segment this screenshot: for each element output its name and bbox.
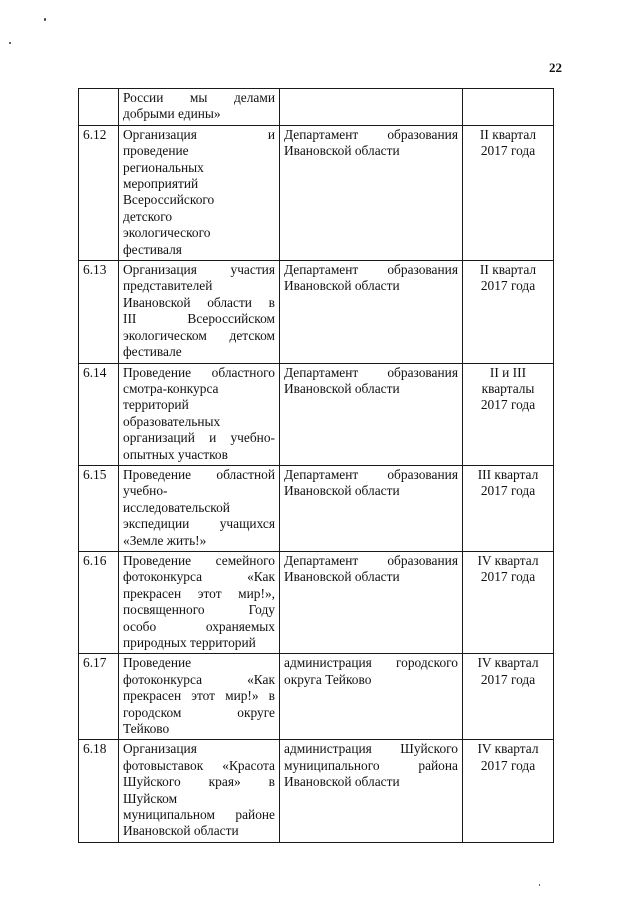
plan-table (78, 88, 554, 843)
event-name-line: фотоконкурса «Как (123, 569, 275, 585)
item-number: 6.16 (79, 551, 119, 653)
event-name-line: фотовыставок «Красота (123, 757, 275, 773)
event-name-line: «Земле жить!» (123, 532, 207, 548)
event-name-line: Ивановской области в (123, 294, 275, 310)
table-row (79, 363, 554, 465)
deadline-line: 2017 года (480, 278, 536, 294)
event-name-line: исследовательской (123, 499, 230, 515)
deadline-line: кварталы (481, 380, 535, 396)
event-name (119, 363, 280, 465)
table-row (79, 125, 554, 260)
event-name-line: образовательных (123, 413, 221, 429)
event-name-line: России мы делами (123, 90, 275, 105)
deadline (463, 261, 554, 363)
event-name-line: особо охраняемых (123, 618, 275, 634)
responsible-org (280, 261, 463, 363)
event-name-line: Тейково (123, 721, 170, 737)
event-name (119, 125, 280, 260)
event-name-line: экологическом детском (123, 327, 275, 343)
event-name-line: организаций и учебно- (123, 430, 275, 446)
deadline (463, 551, 554, 653)
event-name-line: прекрасен этот мир!», (123, 585, 275, 601)
deadline-line: III квартал (477, 466, 539, 482)
responsible-org (280, 465, 463, 551)
deadline-line: 2017 года (480, 143, 536, 159)
deadline-line: 2017 года (480, 569, 536, 585)
responsible-org-line: Ивановской области (284, 774, 400, 790)
table-row (79, 465, 554, 551)
deadline (463, 465, 554, 551)
event-name-line: представителей (123, 278, 213, 294)
event-name-line: городском округе (123, 704, 275, 720)
event-name-line: Организация (123, 741, 197, 757)
scan-speck (44, 18, 46, 21)
event-name-line: фестиваля (123, 241, 182, 257)
event-name-line: Проведение семейного (123, 552, 275, 568)
item-number: 6.17 (79, 654, 119, 740)
event-name-line: экспедиции учащихся (123, 516, 275, 532)
responsible-org (280, 125, 463, 260)
event-name-line: территорий (123, 397, 189, 413)
event-name-line: учебно- (123, 483, 168, 499)
plan-table-body (79, 89, 554, 843)
event-name (119, 261, 280, 363)
item-number: 6.15 (79, 465, 119, 551)
table-row (79, 654, 554, 740)
deadline-line: IV квартал (477, 552, 539, 568)
event-name-line: Организация участия (123, 262, 275, 278)
event-name-line: детского (123, 208, 173, 224)
responsible-org-line: Ивановской области (284, 483, 400, 499)
item-number: 6.12 (79, 125, 119, 260)
event-name-line: региональных (123, 159, 204, 175)
item-number (79, 89, 119, 126)
responsible-org-line: округа Тейково (284, 671, 372, 687)
event-name (119, 465, 280, 551)
responsible-org-line: Ивановской области (284, 380, 400, 396)
responsible-org-line: Ивановской области (284, 278, 400, 294)
item-number: 6.18 (79, 740, 119, 842)
deadline (463, 740, 554, 842)
event-name-line: проведение (123, 143, 189, 159)
table-row (79, 89, 554, 126)
item-number: 6.13 (79, 261, 119, 363)
event-name-line: посвященного Году (123, 602, 275, 618)
deadline-line: 2017 года (480, 483, 536, 499)
deadline-line: 2017 года (480, 397, 536, 413)
deadline-line: IV квартал (477, 741, 539, 757)
page-number: 22 (549, 60, 562, 75)
event-name-line: фестивале (123, 344, 182, 360)
responsible-org-line: Департамент образования (284, 466, 458, 482)
deadline-line: II квартал (479, 262, 537, 278)
responsible-org (280, 740, 463, 842)
responsible-org-line: Департамент образования (284, 262, 458, 278)
deadline-line: IV квартал (477, 655, 539, 671)
responsible-org-line: администрация городского (284, 655, 458, 671)
deadline-line: II и III (489, 364, 527, 380)
event-name (119, 551, 280, 653)
event-name (119, 654, 280, 740)
responsible-org (280, 89, 463, 126)
event-name (119, 89, 280, 126)
table-row (79, 551, 554, 653)
deadline (463, 654, 554, 740)
deadline (463, 89, 554, 126)
item-number: 6.14 (79, 363, 119, 465)
table-row (79, 740, 554, 842)
scan-speck (9, 42, 11, 44)
deadline-line: 2017 года (480, 757, 536, 773)
table-row (79, 261, 554, 363)
event-name-line: муниципальном районе (123, 807, 275, 823)
event-name-line: экологического (123, 225, 211, 241)
responsible-org (280, 654, 463, 740)
responsible-org-line: администрация Шуйского (284, 741, 458, 757)
event-name-line: природных территорий (123, 635, 256, 650)
event-name-line: смотра-конкурса (123, 380, 219, 396)
scan-speck (539, 884, 540, 886)
event-name-line: Всероссийского (123, 192, 215, 208)
responsible-org-line: Ивановской области (284, 143, 400, 159)
event-name-line: Шуйского края» в (123, 774, 275, 790)
event-name-line: добрыми едины» (123, 106, 221, 122)
deadline (463, 125, 554, 260)
event-name-line: Проведение областной (123, 466, 275, 482)
event-name (119, 740, 280, 842)
event-name-line: Ивановской области (123, 823, 239, 839)
event-name-line: Проведение (123, 655, 192, 671)
deadline (463, 363, 554, 465)
event-name-line: опытных участков (123, 446, 228, 462)
event-name-line: Проведение областного (123, 364, 275, 380)
event-name-line: III Всероссийском (123, 311, 275, 327)
deadline-line: II квартал (479, 126, 537, 142)
responsible-org-line: Департамент образования (284, 552, 458, 568)
responsible-org-line: Департамент образования (284, 126, 458, 142)
event-name-line: Шуйском (123, 790, 178, 806)
responsible-org-line: Ивановской области (284, 569, 400, 585)
responsible-org-line: муниципального района (284, 757, 458, 773)
responsible-org (280, 363, 463, 465)
event-name-line: прекрасен этот мир!» в (123, 688, 275, 704)
responsible-org-line: Департамент образования (284, 364, 458, 380)
responsible-org (280, 551, 463, 653)
deadline-line: 2017 года (480, 671, 536, 687)
event-name-line: фотоконкурса «Как (123, 671, 275, 687)
event-name-line: мероприятий (123, 176, 199, 192)
event-name-line: Организация и (123, 126, 275, 142)
